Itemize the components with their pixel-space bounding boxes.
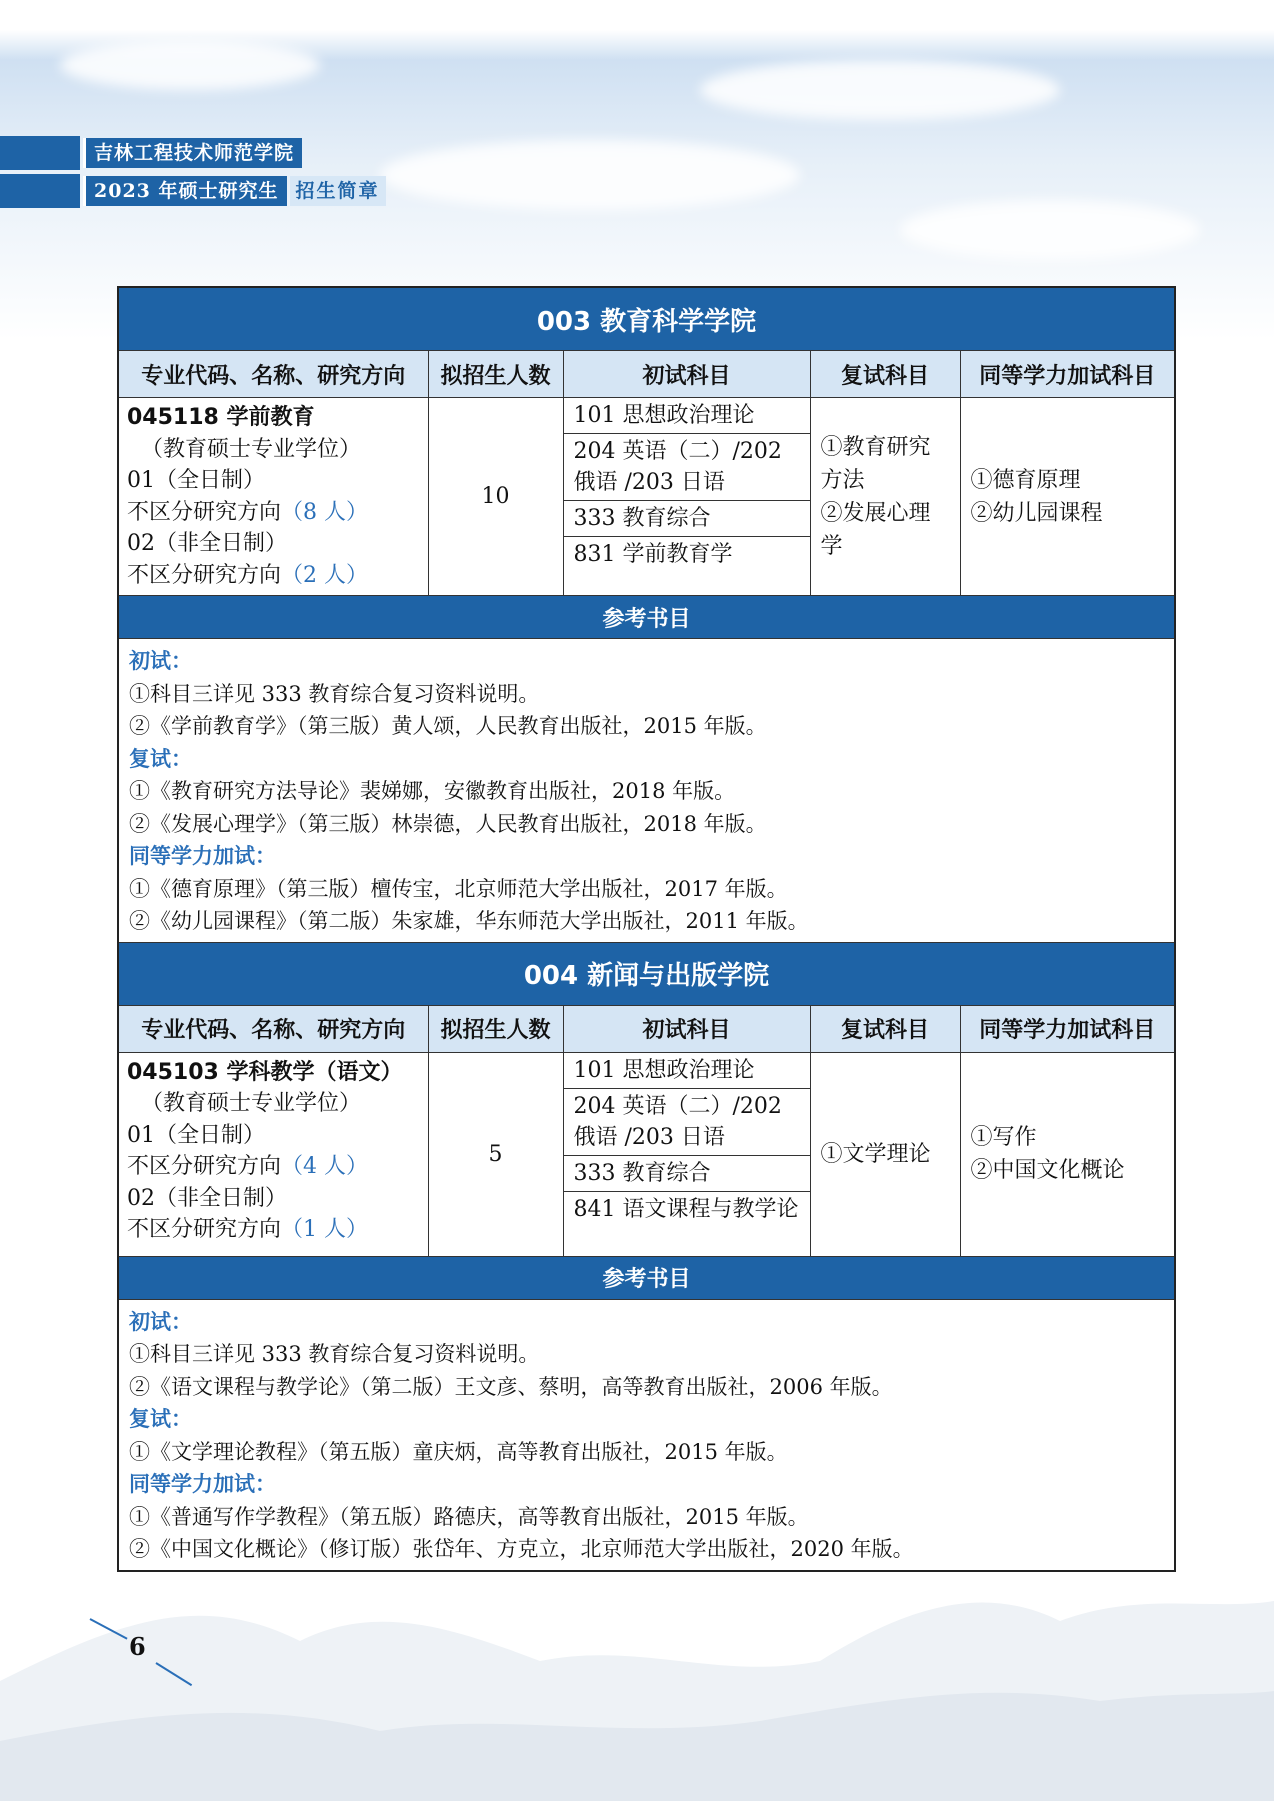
exam-subject-row (564, 398, 810, 434)
ref-label: 初试： (129, 649, 192, 673)
extra-subject: ①德育原理 (970, 467, 1081, 493)
header-year-bar (0, 174, 386, 208)
study-mode-1: 01（全日制） (127, 468, 265, 493)
exam-subject-row (564, 1088, 810, 1155)
direction-2-count: （2 人） (281, 562, 369, 588)
study-mode-1: 01（全日制） (127, 1122, 265, 1148)
extra-subjects-cell (960, 1052, 1175, 1256)
exam-subject: 204 英语（二）/202 俄语 /203 日语 (564, 1088, 810, 1155)
direction-2-count: （1 人） (281, 1217, 369, 1242)
column-header: 拟招生人数 (428, 1005, 563, 1052)
direction-1 (127, 1151, 420, 1183)
exam-subject: 204 英语（二）/202 俄语 /203 日语 (564, 434, 810, 501)
school-name: 吉林工程技术师范学院 (83, 138, 302, 168)
cloud-decoration (900, 200, 1200, 260)
retest-subjects-cell (810, 1052, 960, 1256)
ref-item: ①《文学理论教程》（第五版）童庆炳，高等教育出版社，2015 年版。 (129, 1439, 788, 1464)
exam-subject-row (564, 501, 810, 537)
column-header-row (118, 1005, 1175, 1052)
direction-1-count: （4 人） (281, 1154, 369, 1179)
column-header-row (118, 351, 1175, 398)
section-title: 003 教育科学学院 (118, 287, 1175, 351)
extra-subjects-cell (960, 398, 1175, 596)
study-mode-2: 02（非全日制） (127, 531, 287, 556)
ref-item: ②《幼儿园课程》（第二版）朱家雄，华东师范大学出版社，2011 年版。 (129, 909, 809, 933)
exam-subject: 101 思想政治理论 (564, 1053, 810, 1089)
study-mode-2: 02（非全日制） (127, 1185, 287, 1211)
direction-1 (127, 497, 420, 529)
ref-item: ②《语文课程与教学论》（第二版）王文彦、蔡明，高等教育出版社，2006 年版。 (129, 1374, 893, 1399)
column-header: 同等学力加试科目 (960, 351, 1175, 398)
degree-type: （教育硕士专业学位） (141, 436, 362, 462)
exam-subjects-cell (563, 1052, 810, 1256)
exam-subject: 831 学前教育学 (573, 542, 733, 567)
ref-body (118, 1299, 1175, 1571)
column-header: 同等学力加试科目 (960, 1005, 1175, 1052)
table-body (118, 287, 1175, 1571)
direction-2 (127, 1214, 420, 1246)
exam-subjects-list (564, 398, 810, 572)
ref-item: ①科目三详见 333 教育综合复习资料说明。 (129, 1342, 540, 1366)
ref-item: ①《教育研究方法导论》裴娣娜，安徽教育出版社，2018 年版。 (129, 779, 736, 803)
cloud-decoration (380, 140, 800, 210)
exam-subject-row (564, 1053, 810, 1089)
extra-subject: ②幼儿园课程 (970, 500, 1103, 526)
ref-item: ①科目三详见 333 教育综合复习资料说明。 (129, 681, 540, 706)
major-code-name: 045103 学科教学（语文） (127, 1059, 403, 1085)
ref-title: 参考书目 (118, 1256, 1175, 1299)
column-header: 复试科目 (810, 351, 960, 398)
ref-label: 复试： (129, 746, 192, 771)
exam-subject: 841 语文课程与教学论 (573, 1196, 799, 1222)
guide-title: 招生简章 (290, 176, 386, 206)
ref-body-row (118, 639, 1175, 943)
enrollment-count: 10 (428, 398, 563, 596)
direction-1-text: 不区分研究方向 (127, 499, 282, 525)
column-header: 专业代码、名称、研究方向 (118, 351, 428, 398)
retest-subjects-cell (810, 398, 960, 596)
direction-2 (127, 560, 420, 592)
ref-header-row (118, 1256, 1175, 1299)
exam-subject-row (564, 434, 810, 501)
ref-label: 初试： (129, 1309, 192, 1334)
enrollment-table (117, 286, 1176, 1572)
direction-2-text: 不区分研究方向 (127, 1217, 282, 1242)
year-title: 2023 年硕士研究生 (83, 176, 287, 206)
retest-subject: ①教育研究方法 (820, 434, 931, 493)
cloud-decoration (60, 40, 320, 90)
ref-item: ②《发展心理学》（第三版）林崇德，人民教育出版社，2018 年版。 (129, 811, 767, 836)
major-cell (118, 398, 428, 596)
direction-1-count: （8 人） (281, 499, 369, 525)
column-header: 专业代码、名称、研究方向 (118, 1005, 428, 1052)
header-school-bar (0, 136, 302, 170)
ref-label: 同等学力加试： (129, 844, 276, 868)
column-header: 复试科目 (810, 1005, 960, 1052)
section-title-row (118, 287, 1175, 351)
ref-title: 参考书目 (118, 596, 1175, 639)
ref-body (118, 639, 1175, 943)
major-row (118, 398, 1175, 596)
header-fill (0, 174, 80, 208)
ref-item: ①《德育原理》（第三版）檀传宝，北京师范大学出版社，2017 年版。 (129, 876, 788, 901)
extra-subject: ①写作 (970, 1125, 1037, 1150)
ref-item: ②《中国文化概论》（修订版）张岱年、方克立，北京师范大学出版社，2020 年版。 (129, 1537, 914, 1561)
section-title-row (118, 942, 1175, 1005)
retest-subject: ②发展心理学 (820, 500, 931, 559)
ref-item: ②《学前教育学》（第三版）黄人颂，人民教育出版社，2015 年版。 (129, 714, 767, 738)
degree-type: （教育硕士专业学位） (141, 1091, 362, 1116)
exam-subject: 101 思想政治理论 (564, 398, 810, 434)
direction-2-text: 不区分研究方向 (127, 562, 282, 588)
column-header: 拟招生人数 (428, 351, 563, 398)
retest-subject: ①文学理论 (820, 1141, 931, 1167)
extra-subject: ②中国文化概论 (970, 1158, 1125, 1183)
exam-subject-row (564, 537, 810, 573)
exam-subject-row (564, 1191, 810, 1227)
column-header: 初试科目 (563, 1005, 810, 1052)
major-cell (118, 1052, 428, 1256)
major-code-name: 045118 学前教育 (127, 405, 315, 430)
page-number: 6 (129, 1632, 146, 1661)
exam-subject-row (564, 1155, 810, 1191)
header-fill (0, 136, 80, 170)
exam-subjects-list (564, 1053, 810, 1227)
major-row (118, 1052, 1175, 1256)
direction-1-text: 不区分研究方向 (127, 1154, 282, 1179)
exam-subject: 333 教育综合 (564, 501, 810, 537)
ref-item: ①《普通写作学教程》（第五版）路德庆，高等教育出版社，2015 年版。 (129, 1504, 809, 1529)
ref-header-row (118, 596, 1175, 639)
ref-label: 复试： (129, 1407, 192, 1431)
enrollment-count: 5 (428, 1052, 563, 1256)
cloud-decoration (700, 60, 1060, 120)
ref-label: 同等学力加试： (129, 1472, 276, 1496)
exam-subjects-cell (563, 398, 810, 596)
section-title: 004 新闻与出版学院 (118, 942, 1175, 1005)
ref-body-row (118, 1299, 1175, 1571)
exam-subject: 333 教育综合 (564, 1155, 810, 1191)
column-header: 初试科目 (563, 351, 810, 398)
